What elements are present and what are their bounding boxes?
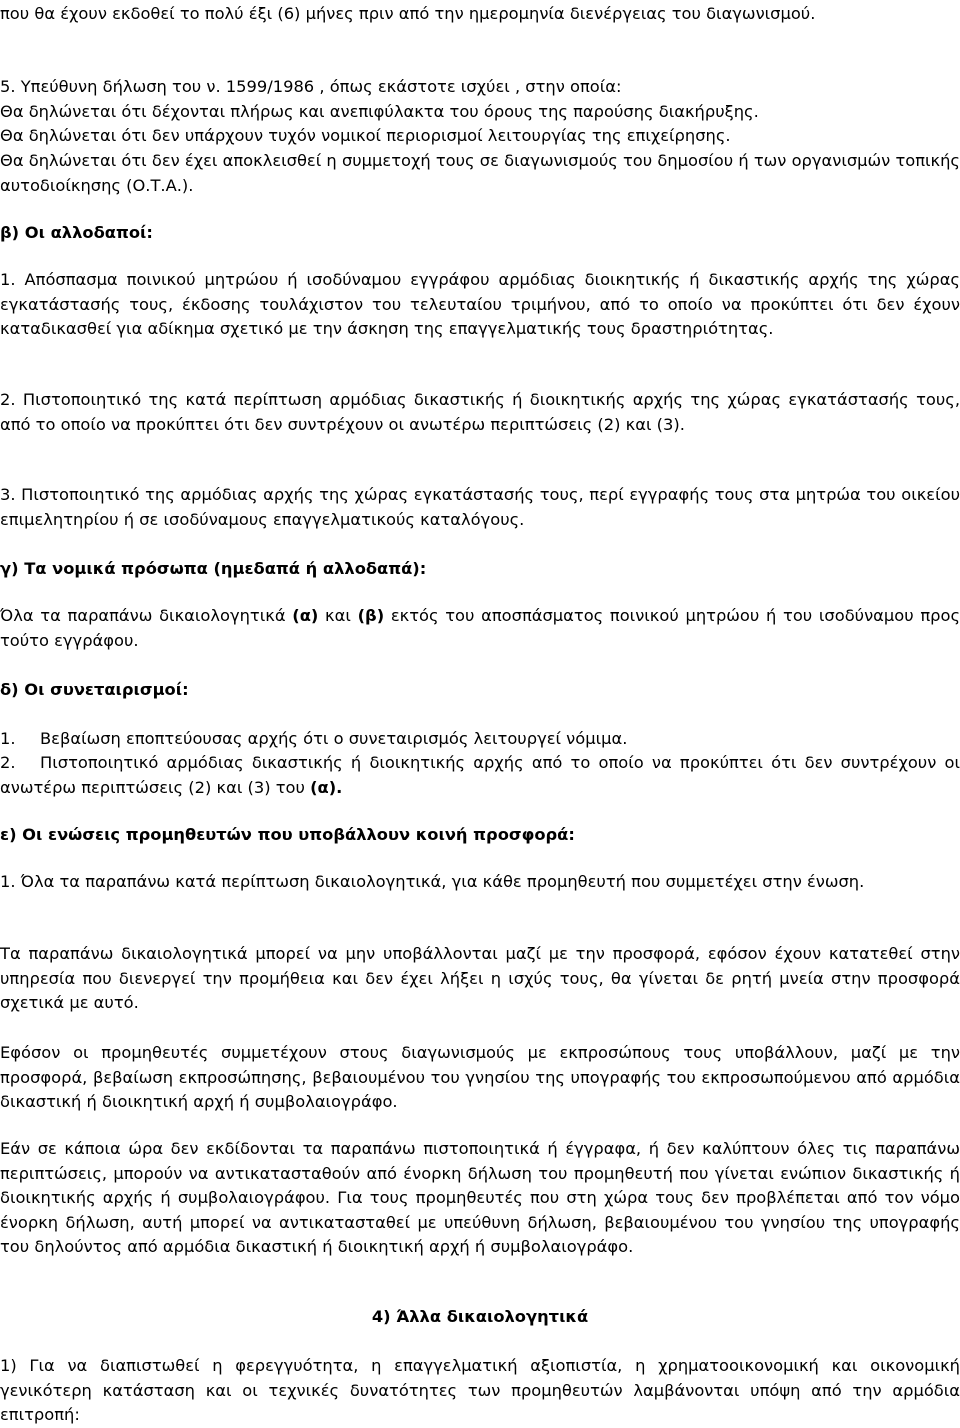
heading-legal-entities: γ) Τα νομικά πρόσωπα (ημεδαπά ή αλλοδαπά): [0,559,427,578]
coop-num-1: 1. [0,729,16,748]
legal-ref-b: (β) [357,606,385,625]
legal-text-mid: και [318,606,358,625]
legal-text-post: εκτός του αποσπάσματος ποινικού μητρώου ή του ισοδύναμου προς τούτο εγγράφου. [0,606,960,650]
foreigners-item-1: 1. Απόσπασμα ποινικού μητρώου ή ισοδύναμου εγγράφου αρμόδιας διοικητικής ή δικαστικής αρχής της χώρας εγκατάστασής τους, έκδοσης τουλάχιστον του τελευταίου τριμήνου, από το οποίο να προκύπτει ότι δεν έχουν καταδικασθεί για αδίκημα σχετικό με την άσκηση της επαγγελματικής τους δραστηριότητας. [0,270,960,339]
item5-line-a: 5. Υπεύθυνη δήλωση του ν. 1599/1986 , όπως εκάστοτε ισχύει , στην οποία: [0,77,622,96]
paragraph-affidavit: Εάν σε κάποια ώρα δεν εκδίδονται τα παραπάνω πιστοποιητικά ή έγγραφα, ή δεν καλύπτουν όλες τις παραπάνω περιπτώσεις, μπορούν να αντικατασταθούν από ένορκη δήλωση του προμηθευτή που γίνεται ενώπιον δικαστικής ή διοικητικής αρχής ή συμβολαιογράφου. Για τους προμηθευτές που στη χώρα τους δεν προβλέπεται από τον νόμο ένορκη δήλωση, αυτή μπορεί να αντικατασταθεί με υπεύθυνη δήλωση, βεβαιουμένου του γνησίου της υπογραφής του δηλούντος από αρμόδια δικαστική ή διοικητική αρχή ή συμβολαιογράφο. [0,1139,960,1257]
paragraph-other-documents: 1) Για να διαπιστωθεί η φερεγγυότητα, η επαγγελματική αξιοπιστία, η χρηματοοικονομική και οικονομική γενικότερη κατάσταση και οι τεχνικές δυνατότητες των προμηθευτών λαμβάνονται υπόψη από την αρμόδια επιτροπή: [0,1356,960,1425]
item5-line-c: Θα δηλώνεται ότι δεν υπάρχουν τυχόν νομικοί περιορισμοί λειτουργίας της επιχείρησης. [0,126,731,145]
paragraph-submission: Τα παραπάνω δικαιολογητικά μπορεί να μην υποβάλλονται μαζί με την προσφορά, εφόσον έχουν κατατεθεί στην υπηρεσία που διενεργεί την προμήθεια και δεν έχει λήξει η ισχύς τους, θα γίνεται δε ρητή μνεία στην προσφορά σχετικά με αυτό. [0,944,960,1013]
foreigners-item-2: 2. Πιστοποιητικό της κατά περίπτωση αρμόδιας δικαστικής ή διοικητικής αρχής της χώρας εγκατάστασής τους, από το οποίο να προκύπτει ότι δεν συντρέχουν οι ανωτέρω περιπτώσεις (2) και (3). [0,390,960,434]
heading-supplier-unions: ε) Οι ενώσεις προμηθευτών που υποβάλλουν κοινή προσφορά: [0,825,575,844]
item5-line-b: Θα δηλώνεται ότι δέχονται πλήρως και ανεπιφύλακτα του όρους της παρούσης διακήρυξης. [0,102,759,121]
paragraph-representatives: Εφόσον οι προμηθευτές συμμετέχουν στους διαγωνισμούς με εκπροσώπους τους υποβάλλουν, μαζί με την προσφορά, βεβαίωση εκπροσώπησης, βεβαιουμένου του γνησίου της υπογραφής του εκπροσωπούμενου από αρμόδια δικαστική ή διοικητική αρχή ή συμβολαιογράφο. [0,1043,960,1112]
heading-cooperatives: δ) Οι συνεταιρισμοί: [0,680,189,699]
coop-num-2: 2. [0,753,16,772]
intro-paragraph: που θα έχουν εκδοθεί το πολύ έξι (6) μήνες πριν από την ημερομηνία διενέργειας του διαγωνισμού. [0,4,816,23]
supplier-unions-item-1: 1. Όλα τα παραπάνω κατά περίπτωση δικαιολογητικά, για κάθε προμηθευτή που συμμετέχει στην ένωση. [0,872,865,891]
cooperatives-item-1 [0,727,960,752]
heading-other-documents: 4) Άλλα δικαιολογητικά [371,1307,589,1326]
coop-text-2: Πιστοποιητικό αρμόδιας δικαστικής ή διοικητικής αρχής από το οποίο να προκύπτει ότι δεν συντρέχουν οι ανωτέρω περιπτώσεις (2) και (3) του [0,753,960,797]
legal-ref-a: (α) [292,606,319,625]
coop-text-1: Βεβαίωση εποπτεύουσας αρχής ότι ο συνεταιρισμός λειτουργεί νόμιμα. [40,729,628,748]
cooperatives-item-2 [0,751,960,800]
foreigners-item-3: 3. Πιστοποιητικό της αρμόδιας αρχής της χώρας εγκατάστασής τους, περί εγγραφής τους στα μητρώα του οικείου επιμελητηρίου ή σε ισοδύναμους επαγγελματικούς καταλόγους. [0,485,960,529]
legal-entities-paragraph [0,604,960,653]
item5-line-d: Θα δηλώνεται ότι δεν έχει αποκλεισθεί η συμμετοχή τους σε διαγωνισμούς του δημοσίου ή των οργανισμών τοπικής αυτοδιοίκησης (Ο.Τ.Α.). [0,151,960,195]
coop-ref-a: (α). [310,777,343,797]
legal-text-pre: Όλα τα παραπάνω δικαιολογητικά [0,606,293,625]
heading-foreigners: β) Οι αλλοδαποί: [0,223,153,242]
